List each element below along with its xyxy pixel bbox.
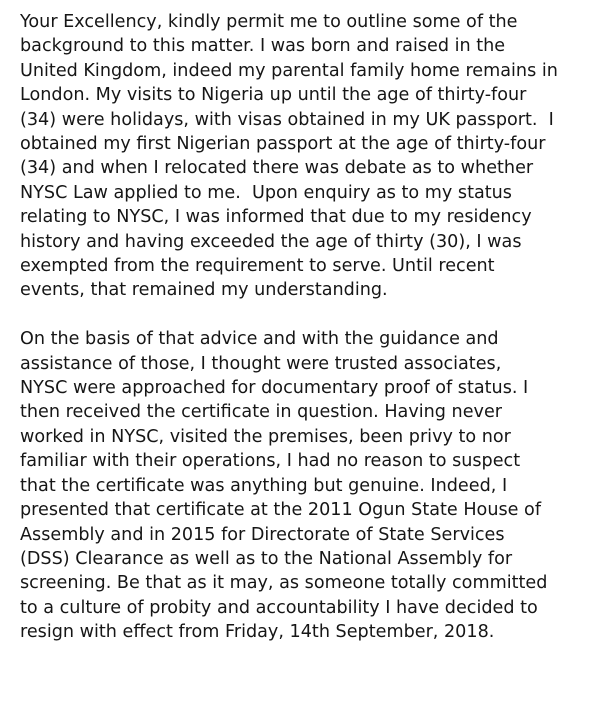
text-line: to a culture of probity and accountability I have decided to bbox=[20, 597, 538, 618]
text-line: resign with effect from Friday, 14th September, 2018. bbox=[20, 622, 495, 643]
text-line: (34) were holidays, with visas obtained in my UK passport. I bbox=[20, 109, 554, 130]
text-line: screening. Be that as it may, as someone totally committed bbox=[20, 573, 548, 594]
text-line: that the certificate was anything but genuine. Indeed, I bbox=[20, 475, 508, 496]
text-line: (DSS) Clearance as well as to the National Assembly for bbox=[20, 548, 513, 569]
text-line: (34) and when I relocated there was debate as to whether bbox=[20, 158, 534, 179]
paragraph-background bbox=[20, 10, 612, 303]
text-line: Assembly and in 2015 for Directorate of State Services bbox=[20, 524, 505, 545]
text-line: relating to NYSC, I was informed that due to my residency bbox=[20, 207, 532, 228]
text-line: On the basis of that advice and with the guidance and bbox=[20, 329, 499, 350]
text-line: background to this matter. I was born and raised in the bbox=[20, 36, 506, 57]
text-line: assistance of those, I thought were trusted associates, bbox=[20, 353, 502, 374]
text-line: NYSC were approached for documentary proof of status. I bbox=[20, 378, 529, 399]
paragraph-spacer bbox=[20, 303, 612, 327]
text-line: then received the certificate in question. Having never bbox=[20, 402, 502, 423]
paragraph-resignation bbox=[20, 327, 612, 644]
text-line: events, that remained my understanding. bbox=[20, 280, 388, 301]
text-line: obtained my first Nigerian passport at the age of thirty-four bbox=[20, 134, 546, 155]
document-page bbox=[20, 10, 612, 645]
text-line: NYSC Law applied to me. Upon enquiry as to my status bbox=[20, 182, 512, 203]
text-line: Your Excellency, kindly permit me to outline some of the bbox=[20, 12, 518, 32]
text-line: worked in NYSC, visited the premises, been privy to nor bbox=[20, 426, 511, 447]
text-line: United Kingdom, indeed my parental family home remains in bbox=[20, 60, 558, 81]
text-line: exempted from the requirement to serve. Until recent bbox=[20, 256, 495, 277]
text-line: presented that certificate at the 2011 Ogun State House of bbox=[20, 500, 542, 521]
text-line: history and having exceeded the age of thirty (30), I was bbox=[20, 231, 522, 252]
text-line: familiar with their operations, I had no reason to suspect bbox=[20, 451, 521, 472]
text-line: London. My visits to Nigeria up until the age of thirty-four bbox=[20, 85, 527, 106]
